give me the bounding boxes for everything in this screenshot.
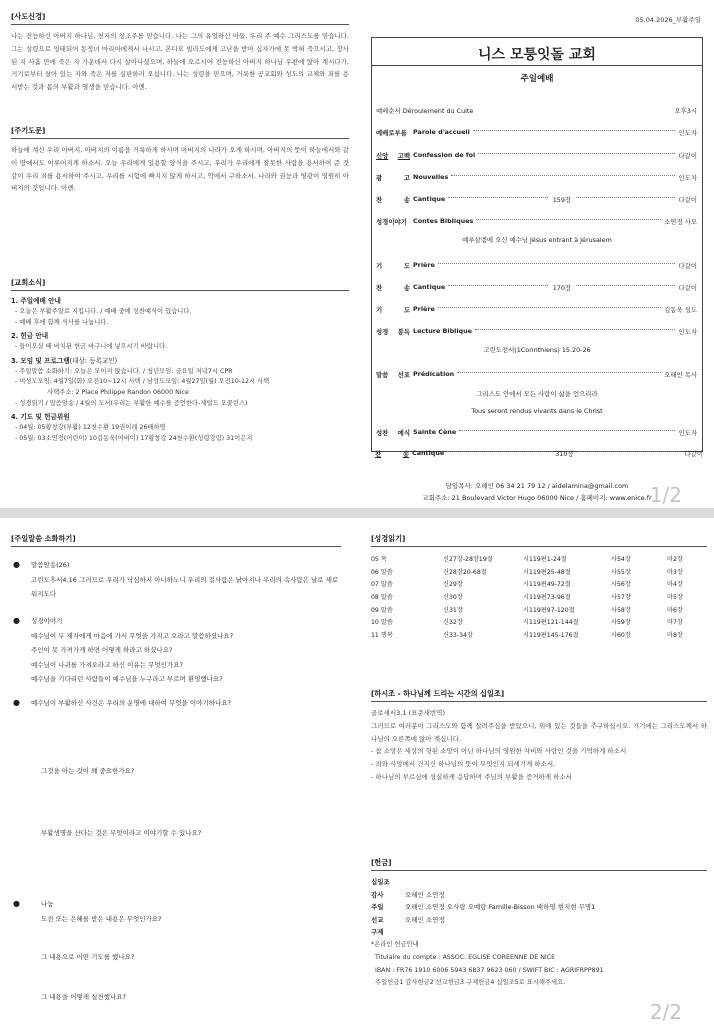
reading-cell: 신33-34장 <box>443 631 473 639</box>
hour-tithe-verse: 그러므로 여러분이 그리스도와 함께 살려주심을 받았으니, 위에 있는 것들을 추구하십시오. 거기에는 그리스도께서 하나님의 오른쪽에 앉아 계십니다. <box>371 721 707 743</box>
reading-cell: 08 말씀 <box>371 593 393 601</box>
digest-item-title: 나눔 <box>41 900 54 908</box>
offering-row <box>371 901 707 914</box>
iban: IBAN : FR76 1910 6006 5943 6837 9623 060 / SWIFT BIC : AGRIFRPP891 <box>375 966 604 974</box>
order-row <box>376 282 697 292</box>
creed-title: [사도신경] <box>11 12 349 25</box>
news-title: [교회소식] <box>11 278 349 291</box>
news-item: - 05월: 03소연정(어린이) 10김동욱(어버이) 17황창강 24천수환(성령강림) 31이은지 <box>15 434 253 442</box>
order-hymn-number: 170장 <box>552 283 572 292</box>
order-label: 광 고 <box>376 173 410 182</box>
reading-cell: 시119편145-176절 <box>523 631 579 639</box>
digest-section <box>11 534 341 552</box>
order-row <box>376 127 697 137</box>
digest-item <box>11 696 341 711</box>
order-label: 성경 봉독 <box>376 327 410 336</box>
order-leader: 오해인 목사 <box>664 370 697 379</box>
reading-cell: 마7장 <box>667 619 683 627</box>
reading-cell: 시119편97-120절 <box>523 606 575 614</box>
reading-cell: 마5장 <box>667 593 683 601</box>
reading-cell: 신28장20-68절 <box>443 568 487 576</box>
news-item: 사택주소: 2 Place Philippe Randon 06000 Nice <box>47 388 189 396</box>
prayer-point: - 하나님의 부르심에 성실하게 응답하며 주님의 부활을 증거하게 하소서 <box>371 772 572 781</box>
question: 예수님이 나귀를 가져오라고 하신 이유는 무엇인가요? <box>31 660 183 669</box>
order-row <box>375 448 703 458</box>
account-holder: Titulaire du compte : ASSOC. EGLISE COREENNE DE NICE <box>375 953 556 961</box>
order-item-name: Contes Bibliques <box>413 217 474 225</box>
order-leader: 다같이 <box>678 195 698 204</box>
reading-cell: 신30장 <box>443 593 463 601</box>
order-hymn-number: 310장 <box>555 449 574 458</box>
question-text: 그 내용을 어떻게 실천했나요? <box>41 993 126 1001</box>
order-label: 기 도 <box>376 261 410 270</box>
service-title: 주일예배 <box>520 74 554 84</box>
offering-names: 오해인 소연정 오사랑 오예랑 Famille-Bisson 배하영 현지현 무명1 <box>405 903 596 912</box>
creed-text: 나는 전능하신 아버지 하나님, 천지의 창조주를 믿습니다. 나는 그의 유일하신 아들, 우리 주 예수 그리스도를 믿습니다. 그는 성령으로 잉태되어 동정녀 마리아에게서 나시고, 본디오 빌라도에게 고난을 받아 십자가에 못 박혀 죽으시고, 장사된 지 사흘 만에 죽은 자 가운데서 다시 살아나셨으며, 하늘에 오르시어 전능하신 아버지 하나님 우편에 앉아 계시다가, 거기로부터 살아 있는 자와 죽은 자를 심판하러 오십니다. 나는 성령을 믿으며, 거룩한 공교회와 성도의 교제와 죄를 용서받는 것과 몸의 부활과 영생을 믿습니다. 아멘. <box>11 32 349 92</box>
bible-reading-section <box>371 534 707 552</box>
order-label: 찬 송 <box>376 283 410 292</box>
digest-item <box>11 558 341 602</box>
offering-title: [헌금] <box>371 858 707 871</box>
reading-cell: 11 행복 <box>371 631 393 639</box>
reading-cell: 마4장 <box>667 581 683 589</box>
order-leader: 인도자 <box>678 428 697 437</box>
offering-label: 주일 <box>371 903 384 912</box>
order-item-name: Parole d'accueil <box>413 128 470 136</box>
bullet-icon: ● <box>13 899 20 908</box>
order-leader: 소연정 사모 <box>664 217 697 226</box>
order-subtitle: 그리스도 안에서 모든 사람이 삶을 얻으리라 <box>476 390 598 398</box>
order-item-name: Cantique <box>413 283 446 291</box>
order-of-worship-box <box>371 37 703 452</box>
reading-row <box>371 590 707 603</box>
order-row <box>376 150 697 160</box>
order-leader: 인도자 <box>678 173 697 182</box>
order-item-name: Sainte Cène <box>413 428 457 436</box>
reading-cell: 시119편1-24절 <box>523 555 567 563</box>
bulletin-page-1 <box>0 0 714 508</box>
order-label: 말씀 선포 <box>376 370 410 379</box>
offering-row <box>371 926 707 939</box>
offering-row <box>371 914 707 927</box>
order-leader: 다같이 <box>684 449 704 458</box>
order-header-time: 오후3시 <box>674 106 697 115</box>
news-heading-text: 3. 모임 및 프로그램 <box>11 356 70 365</box>
news-item: - 들어오실 때 비치된 헌금 바구니에 넣으시기 바랍니다. <box>15 343 168 351</box>
reading-row <box>371 628 707 641</box>
bible-reading-title: [성경읽기] <box>371 534 707 547</box>
question: 예수님이 부활하신 사건은 우리의 운명에 대하여 무엇을 이야기하나요? <box>31 699 232 707</box>
order-leader: 다같이 <box>678 283 698 292</box>
news-item: - 여성도모임: 4월7일(화) 오전10~12시 사택 / 남성도모임: 4월27일(월) 오전10-12시 사택 <box>15 378 270 386</box>
reading-cell: 사59장 <box>611 619 631 627</box>
prayer-point: - 죄와 사망에서 건지신 하나님의 뜻이 무엇인지 되새기게 하소서. <box>371 760 556 769</box>
news-heading: 4. 기도 및 헌금위원 <box>11 413 70 422</box>
reading-cell: 마2장 <box>667 555 683 563</box>
reading-cell: 06 말씀 <box>371 568 393 576</box>
question <box>11 826 341 841</box>
offering-label: 십일조 <box>371 878 390 886</box>
order-label: 찬 송 <box>376 195 410 204</box>
hour-tithe-section <box>371 689 707 784</box>
reading-cell: 시119편121-144절 <box>523 619 579 627</box>
order-row <box>376 304 697 314</box>
news-item: - 04월: 05황창강(부활) 12천수환 19권이레 26배하영 <box>15 424 166 432</box>
reading-cell: 사60장 <box>611 631 631 639</box>
reading-cell: 신29장 <box>443 581 463 589</box>
hour-tithe-title: [하시조 - 하나님께 드리는 시간의 십일조] <box>371 689 707 702</box>
pastor-contact: 담임목사: 오해인 06 34 21 79 12 / aidelamina@gmail.com <box>445 482 629 490</box>
order-label: 성찬 예식 <box>376 428 410 437</box>
reading-cell: 사54장 <box>611 555 631 563</box>
offering-names: 오해인 소연정 <box>405 890 445 899</box>
order-leader: 인도자 <box>678 327 697 336</box>
prayer-point: - 참 소망은 세상의 헛된 소망이 아닌 하나님의 영원한 자비와 사랑인 것을 기억하게 하소서 <box>371 747 627 756</box>
digest-item <box>11 897 341 926</box>
order-item-name: Cantique <box>412 449 445 457</box>
page-number: 1/2 <box>649 483 682 507</box>
news-heading: 2. 헌금 안내 <box>11 332 49 341</box>
order-header <box>376 105 697 115</box>
order-item-name: Cantique <box>413 195 446 203</box>
hour-tithe-reference: 골로새서3.1 (표준새번역) <box>371 709 445 717</box>
reading-cell: 신32장 <box>443 619 463 627</box>
order-label: 기 도 <box>376 305 410 314</box>
news-heading: 1. 주일예배 안내 <box>11 297 61 305</box>
reading-cell: 05 목 <box>371 555 387 563</box>
bulletin-date: 05.04.2026_부활주일 <box>635 16 701 24</box>
digest-item-title: 말씀암송(26) <box>31 561 70 569</box>
reading-cell: 사56장 <box>611 581 631 589</box>
reading-cell: 시119편25-48절 <box>523 568 571 576</box>
news-item: - 주일말씀 소화하기: 오늘은 모이지 않습니다. / 청년모임: 금요일 저녁7시 CPR <box>15 367 233 375</box>
online-offering-note: *온라인 헌금안내 <box>371 940 419 948</box>
order-item-name: Nouvelles <box>413 173 449 181</box>
reading-row <box>371 565 707 578</box>
offering-label: 감사 <box>371 890 384 899</box>
page-number: 2/2 <box>649 1000 682 1024</box>
offering-memo: 주일헌금1 감사헌금2 선교헌금3 구제헌금4 십일조5로 표시해주세요. <box>375 979 566 987</box>
reading-cell: 사57장 <box>611 593 631 601</box>
news-item: - 예배 후에 함께 식사를 나눕니다. <box>15 318 109 326</box>
reading-cell: 신31장 <box>443 606 463 614</box>
order-leader: 다같이 <box>678 151 697 160</box>
offering-row <box>371 876 707 889</box>
reading-row <box>371 615 707 628</box>
offering-label: 선교 <box>371 915 384 924</box>
digest-title: [주일말씀 소화하기] <box>11 534 341 547</box>
church-address: 교회주소: 21 Boulevard Victor Hugo 06000 Nice / 홈페이지: www.enice.fr <box>422 494 652 502</box>
reading-cell: 마6장 <box>667 606 683 614</box>
reading-cell: 사58장 <box>611 606 631 614</box>
question-text: 부활생명을 산다는 것은 무엇이라고 이야기할 수 있나요? <box>41 829 202 837</box>
order-leader: 김동욱 성도 <box>664 305 697 314</box>
order-leader: 다같이 <box>678 261 697 270</box>
order-item-name: Prière <box>413 261 435 269</box>
offering-label: 구제 <box>371 928 384 937</box>
bulletin-page-2 <box>0 518 714 1024</box>
order-header-left: 예배순서 Déroulement du Culte <box>376 106 474 115</box>
reading-cell: 사55장 <box>611 568 631 576</box>
order-label: 신앙 고백 <box>376 151 410 160</box>
bullet-icon: ● <box>13 616 20 625</box>
digest-item <box>11 614 341 687</box>
order-row <box>376 260 697 270</box>
question: 예수님을 기다리던 사람들이 예수님을 누구라고 부르며 환영했나요? <box>31 675 223 683</box>
prayer-title: [주기도문] <box>11 126 349 139</box>
church-name: 니스 모퉁잇돌 교회 <box>372 38 702 66</box>
order-subtitle: Tous seront rendus vivants dans le Christ <box>471 407 603 415</box>
question-text: 그 내용으로 어떤 기도를 했나요? <box>41 953 135 961</box>
order-label: 예배로부름 <box>376 128 407 137</box>
memory-verse: 고린도후서4.16 그러므로 우리가 낙심하지 아니하노니 우리의 겉사람은 낡아지나 우리의 속사람은 날로 새로워지도다 <box>31 575 339 598</box>
bullet-icon: ● <box>13 698 20 707</box>
reading-cell: 07 말씀 <box>371 581 393 589</box>
news-heading <box>11 356 349 367</box>
question: 예수님이 두 제자에게 마음에 가서 무엇을 가지고 오라고 말씀하셨나요? <box>31 631 234 640</box>
bible-reading-table <box>371 552 707 641</box>
order-leader: 인도자 <box>678 128 697 137</box>
digest-item-title: 성경이야기 <box>31 617 63 625</box>
reading-cell: 신27장-28장19절 <box>443 555 493 563</box>
order-subtitle: 고린도전서(1Corinthiens) 15.20-26 <box>483 346 591 354</box>
reading-cell: 시119편49-72절 <box>523 581 571 589</box>
question-text: 그것을 아는 것이 왜 중요한가요? <box>41 767 135 775</box>
order-label: 성경이야기 <box>376 217 407 226</box>
order-row <box>376 427 697 437</box>
news-heading-note: (대상: 등록교인) <box>69 356 118 365</box>
apostles-creed-section <box>11 12 349 94</box>
reading-row <box>371 577 707 590</box>
order-label: 찬 송 <box>375 449 409 458</box>
prayer-text: 하늘에 계신 우리 아버지, 아버지의 이름을 거룩하게 하시며 아버지의 나라가 오게 하시며, 아버지의 뜻이 하늘에서와 같이 땅에서도 이루어지게 하소서. 오늘 우리에게 일용할 양식을 주시고, 우리가 우리에게 잘못한 사람을 용서하여 준 것 같이 우리 죄를 용서하여 주시고, 우리를 시험에 빠지지 않게 하시고, 악에서 구하소서. 나라와 권능과 영광이 영원히 아버지의 것입니다. 아멘. <box>11 146 349 193</box>
question <box>11 950 341 965</box>
offering-section <box>371 858 707 990</box>
reading-cell: 09 말씀 <box>371 606 393 614</box>
news-item: - 성경읽기 / 말씀암송 / 4월의 도서(우리는 부활한 예수를 증언한다-제럴드 오콜린스) <box>15 399 248 407</box>
question <box>11 764 341 779</box>
question <box>11 990 341 1005</box>
news-item: - 오늘은 부활주일로 지킵니다. / 예배 중에 성찬예식이 있습니다. <box>15 308 192 315</box>
order-subtitle: 예루살렘에 오신 예수님 Jésus entrant à Jérusalem <box>462 236 612 244</box>
offering-row <box>371 889 707 902</box>
lords-prayer-section <box>11 126 349 195</box>
reading-cell: 마3장 <box>667 568 683 576</box>
order-row <box>376 194 697 204</box>
reading-row <box>371 552 707 565</box>
order-row <box>376 172 697 182</box>
order-item-name: Prédication <box>413 370 455 378</box>
order-item-name: Prière <box>413 305 435 313</box>
offering-names: 오해인 소연정 <box>405 915 445 924</box>
question: 주인이 못 가져가게 하면 어떻게 하라고 하셨나요? <box>31 646 173 654</box>
church-news-section <box>11 278 349 444</box>
reading-cell: 마8장 <box>667 631 683 639</box>
order-item-name: Confession de foi <box>413 151 476 159</box>
order-row <box>376 326 697 336</box>
reading-cell: 시119편73-96절 <box>523 593 571 601</box>
reading-row <box>371 603 707 616</box>
bullet-icon: ● <box>13 560 20 569</box>
order-item-name: Lecture Biblique <box>413 327 472 335</box>
order-row <box>376 369 697 379</box>
order-hymn-number: 159장 <box>552 195 572 204</box>
reading-cell: 10 말씀 <box>371 619 393 627</box>
question: 도전 또는 은혜를 받은 내용은 무엇인가요? <box>41 914 162 923</box>
order-row <box>376 216 697 226</box>
